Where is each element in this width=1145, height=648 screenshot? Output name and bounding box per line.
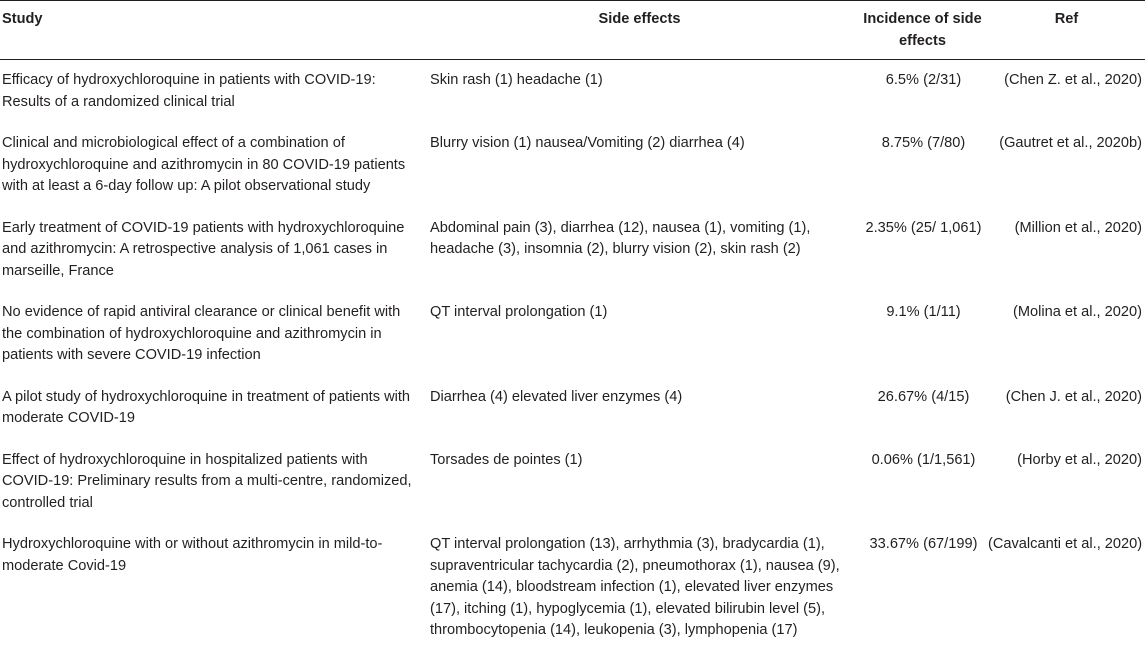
incidence-cell: 0.06% (1/1,561) bbox=[871, 451, 976, 468]
ref-cell: (Horby et al., 2020) bbox=[1017, 451, 1142, 468]
table-row bbox=[0, 208, 1145, 293]
incidence-cell: 33.67% (67/199) bbox=[869, 536, 978, 552]
ref-cell: (Million et al., 2020) bbox=[1014, 219, 1142, 236]
ref-cell: (Chen J. et al., 2020) bbox=[1005, 388, 1142, 405]
table-row bbox=[0, 524, 1145, 642]
incidence-cell: 26.67% (4/15) bbox=[877, 388, 970, 405]
study-cell: No evidence of rapid antiviral clearance or clinical benefit with the combination of hydroxychloroquine and azithromycin in patients with severe COVID-19 infection bbox=[2, 304, 401, 363]
study-cell: Effect of hydroxychloroquine in hospitalized patients with COVID-19: Preliminary results from a multi-centre, randomized, controlled trial bbox=[2, 451, 412, 511]
study-cell: Hydroxychloroquine with or without azithromycin in mild-to-moderate Covid-19 bbox=[2, 536, 383, 574]
table-row bbox=[0, 440, 1145, 525]
side-effects-cell: QT interval prolongation (13), arrhythmia (3), bradycardia (1), supraventricular tachycardia (2), pneumothorax (1), nausea (9), anemia (14), bloodstream infection (1), elevated liver enzymes (17), itching (1), hypoglycemia (1), elevated bilirubin level (5), thrombocytopenia (14), leukopenia (3), lymphopenia (17) bbox=[430, 536, 840, 638]
table-row bbox=[0, 292, 1145, 377]
ref-cell: (Gautret et al., 2020b) bbox=[999, 135, 1142, 151]
side-effects-cell: Diarrhea (4) elevated liver enzymes (4) bbox=[430, 388, 683, 405]
incidence-cell: 9.1% (1/11) bbox=[886, 304, 961, 320]
incidence-cell: 8.75% (7/80) bbox=[881, 135, 966, 151]
side-effects-cell: Blurry vision (1) nausea/Vomiting (2) diarrhea (4) bbox=[430, 135, 745, 151]
incidence-cell: 2.35% (25/ 1,061) bbox=[865, 219, 982, 236]
header-incidence: Incidence of side effects bbox=[857, 1, 988, 60]
ref-cell: (Molina et al., 2020) bbox=[1013, 304, 1142, 320]
table-row bbox=[0, 377, 1145, 440]
table-row bbox=[0, 123, 1145, 208]
header-side-effects: Side effects bbox=[422, 1, 857, 60]
ref-cell: (Cavalcanti et al., 2020) bbox=[988, 536, 1143, 552]
study-cell: Efficacy of hydroxychloroquine in patients with COVID-19: Results of a randomized clinical trial bbox=[2, 72, 376, 110]
side-effects-cell: Abdominal pain (3), diarrhea (12), nausea (1), vomiting (1), headache (3), insomnia (2), blurry vision (2), skin rash (2) bbox=[430, 219, 811, 257]
table-row bbox=[0, 60, 1145, 124]
header-study: Study bbox=[0, 1, 422, 60]
side-effects-cell: Skin rash (1) headache (1) bbox=[430, 72, 603, 88]
study-cell: Clinical and microbiological effect of a combination of hydroxychloroquine and azithromycin in 80 COVID-19 patients with at least a 6-day follow up: A pilot observational study bbox=[2, 135, 406, 194]
header-row bbox=[0, 1, 1145, 60]
incidence-cell: 6.5% (2/31) bbox=[885, 72, 962, 88]
header-ref: Ref bbox=[988, 1, 1145, 60]
side-effects-cell: QT interval prolongation (1) bbox=[430, 304, 608, 320]
study-cell: A pilot study of hydroxychloroquine in treatment of patients with moderate COVID-19 bbox=[2, 388, 411, 426]
ref-cell: (Chen Z. et al., 2020) bbox=[1004, 72, 1142, 88]
side-effects-cell: Torsades de pointes (1) bbox=[430, 451, 583, 468]
study-cell: Early treatment of COVID-19 patients with hydroxychloroquine and azithromycin: A retrospective analysis of 1,061 cases in marseille, France bbox=[2, 219, 405, 279]
